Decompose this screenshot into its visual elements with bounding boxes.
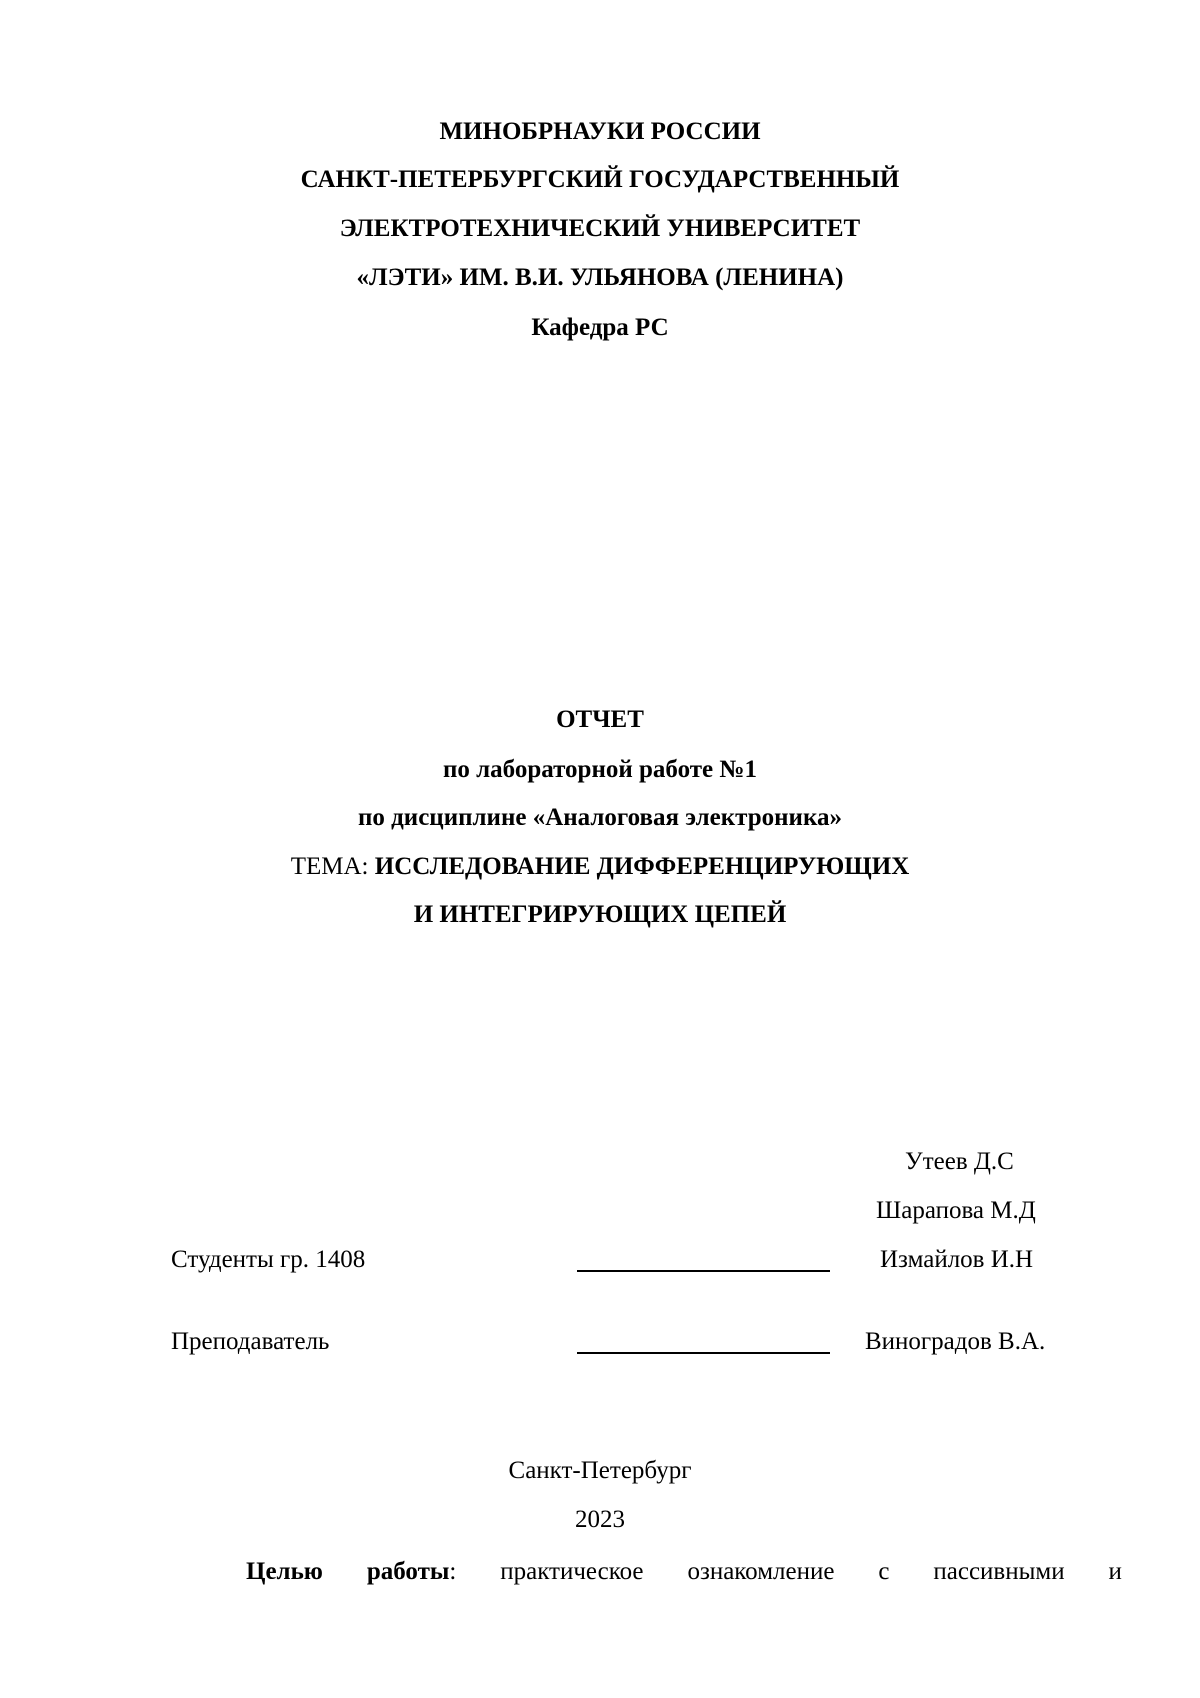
teacher-name: Виноградов В.А.: [865, 1328, 1046, 1355]
goal-label-word-1: Целью: [246, 1558, 323, 1585]
teacher-label: Преподаватель: [171, 1328, 330, 1355]
student-name-2: Шарапова М.Д: [876, 1197, 1036, 1224]
university-line-2: ЭЛЕКТРОТЕХНИЧЕСКИЙ УНИВЕРСИТЕТ: [339, 215, 861, 242]
university-line-3: «ЛЭТИ» ИМ. В.И. УЛЬЯНОВА (ЛЕНИНА): [356, 264, 844, 291]
department-heading: Кафедра РС: [531, 314, 669, 341]
goal-word-1: практическое: [500, 1558, 644, 1585]
goal-label-word-2: работы: [366, 1558, 450, 1585]
university-line-1: САНКТ-ПЕТЕРБУРГСКИЙ ГОСУДАРСТВЕННЫЙ: [300, 166, 900, 193]
topic-text-1: ИССЛЕДОВАНИЕ ДИФФЕРЕНЦИРУЮЩИХ: [374, 853, 910, 880]
topic-line-1: [0, 852, 1200, 882]
students-label: Студенты гр. 1408: [171, 1246, 366, 1273]
student-name-3: Измайлов И.Н: [880, 1246, 1034, 1273]
report-title: ОТЧЕТ: [556, 706, 644, 733]
lab-work-line: по лабораторной работе №1: [442, 756, 757, 783]
goal-word-2: ознакомление: [687, 1558, 835, 1585]
goal-colon: :: [449, 1558, 457, 1585]
goal-paragraph: [246, 1557, 1122, 1587]
students-signature-line: [577, 1270, 830, 1272]
discipline-line: по дисциплине «Аналоговая электроника»: [358, 804, 842, 831]
goal-word-4: пассивными: [933, 1558, 1065, 1585]
year: 2023: [575, 1506, 625, 1533]
city: Санкт-Петербург: [508, 1457, 692, 1484]
goal-word-5: и: [1108, 1558, 1122, 1585]
ministry-heading: МИНОБРНАУКИ РОССИИ: [439, 118, 761, 145]
topic-prefix: ТЕМА:: [290, 853, 369, 880]
topic-line-2: И ИНТЕГРИРУЮЩИХ ЦЕПЕЙ: [413, 901, 787, 928]
student-name-1: Утеев Д.С: [905, 1148, 1014, 1175]
goal-label-word-2-wrap: [367, 1557, 457, 1587]
teacher-signature-line: [577, 1352, 830, 1354]
goal-word-3: с: [878, 1558, 890, 1585]
